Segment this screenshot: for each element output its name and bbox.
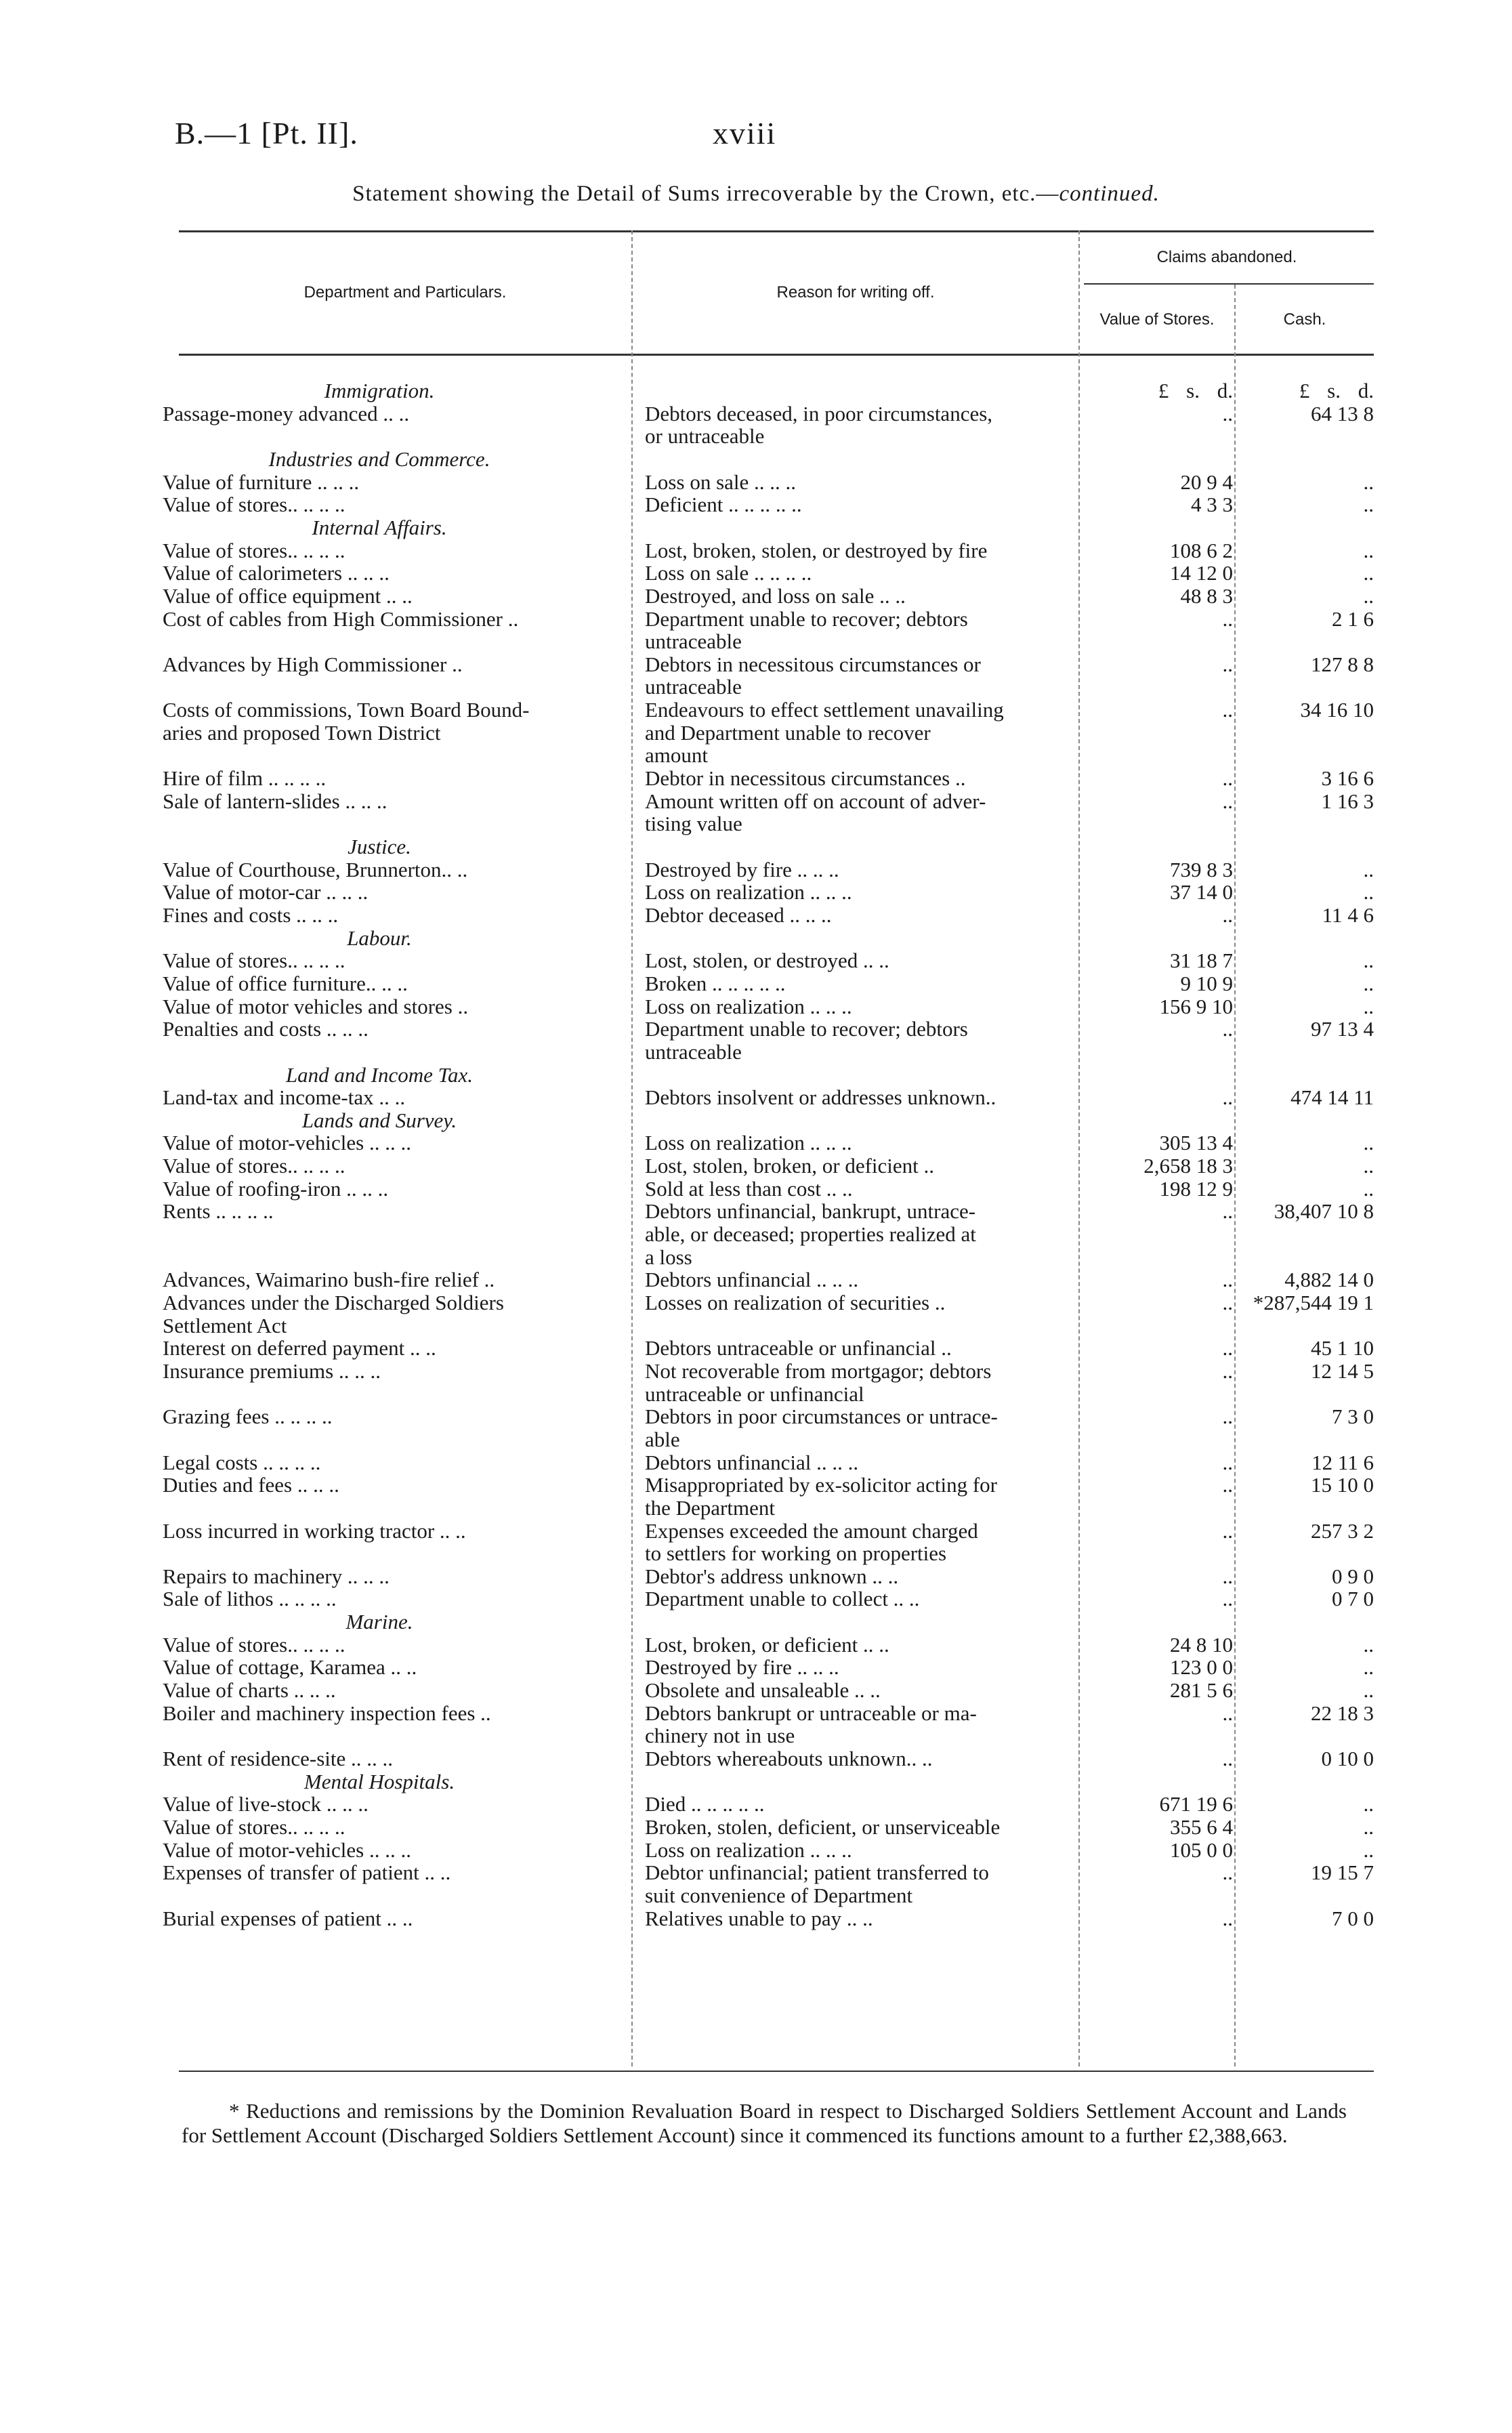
particulars-cell: Value of stores.. .. .. .. [163,493,345,517]
stores-value-cell: .. [1222,652,1233,676]
cash-value-cell: 38,407 10 8 [1274,1199,1374,1224]
cash-value-cell: 11 4 6 [1322,902,1374,927]
footnote: * Reductions and remissions by the Dominion Revaluation Board in respect to Discharged Soldiers Settlement Account and Lands for Settlement Account (Discharged Soldiers Settlement Account) since it commenced its functions amount to a further £2,388,663. [182,2099,1347,2147]
reason-cell: Destroyed by fire .. .. .. [645,858,839,881]
table-row [0,1907,1512,1930]
reason-cell: Debtors unfinancial .. .. .. [645,1451,859,1474]
particulars-cell: Internal Affairs. [312,516,447,539]
particulars-cell: Lands and Survey. [301,1108,457,1132]
table-row [0,1360,1512,1383]
continuation-row [0,630,1512,653]
particulars-cell: Value of motor-car .. .. .. [163,881,369,904]
cash-value-cell: 64 13 8 [1311,401,1374,425]
continuation-row [0,1428,1512,1451]
reason-cell: Lost, stolen, or destroyed .. .. [645,949,889,973]
cash-value-cell: .. [1363,1131,1374,1155]
particulars-cell: Insurance premiums .. .. .. [163,1359,381,1383]
table-row [0,1291,1512,1314]
particulars-cell: Marine. [345,1610,413,1634]
stores-value-cell: 671 19 6 [1159,1792,1233,1816]
particulars-cell: Rent of residence-site .. .. .. [163,1747,394,1770]
reason-cell: untraceable [645,1040,742,1064]
table-row [0,972,1512,995]
particulars-cell: Justice. [348,835,411,858]
reason-cell: Broken .. .. .. .. .. [645,972,786,995]
table-row [0,1131,1512,1155]
particulars-cell: aries and proposed Town District [163,721,441,745]
continuation-row [0,1041,1512,1064]
cash-value-cell: 12 14 5 [1311,1358,1374,1383]
cash-value-cell: .. [1363,1655,1374,1680]
table-row [0,1634,1512,1657]
reason-cell: Amount written off on account of adver- [645,789,986,813]
reason-cell: Lost, broken, or deficient .. .. [645,1633,889,1657]
table-row [0,1018,1512,1041]
section-heading-row [0,835,1512,858]
cash-value-cell: .. [1363,971,1374,995]
reason-cell: Department unable to recover; debtors [645,607,968,631]
cash-value-cell: .. [1363,949,1374,973]
section-heading-row [0,448,1512,471]
particulars-cell: Costs of commissions, Town Board Bound- [163,699,530,722]
reason-cell: Debtors unfinancial, bankrupt, untrace- [645,1200,976,1224]
table-row [0,493,1512,516]
cash-value-cell: 257 3 2 [1311,1518,1374,1543]
cash-value-cell: .. [1363,583,1374,608]
cash-value-cell: .. [1363,1814,1374,1839]
cash-value-cell: 1 16 3 [1321,789,1374,813]
reason-cell: Lost, broken, stolen, or destroyed by fire [645,539,988,562]
reason-cell: a loss [645,1245,692,1269]
reason-cell: Broken, stolen, deficient, or unserviceable [645,1815,1001,1839]
stores-value-cell: .. [1222,1291,1233,1314]
section-heading-row [0,516,1512,539]
table-row [0,995,1512,1018]
stores-value-cell: 20 9 4 [1180,470,1233,494]
table-row [0,1086,1512,1109]
stores-value-cell: .. [1222,1450,1233,1474]
cash-value-cell: .. [1363,1678,1374,1703]
column-header-stores: Value of Stores. [1099,310,1215,329]
reason-cell: able, or deceased; properties realized at [645,1223,976,1247]
stores-value-cell: 24 8 10 [1170,1632,1233,1657]
table-row [0,1679,1512,1702]
table-row [0,858,1512,881]
particulars-cell: Duties and fees .. .. .. [163,1474,339,1497]
particulars-cell: Settlement Act [163,1314,287,1337]
reason-cell: Debtors whereabouts unknown.. .. [645,1747,933,1770]
stores-value-cell: .. [1222,902,1233,927]
claims-header-rule [1084,283,1374,285]
reason-cell: Not recoverable from mortgagor; debtors [645,1359,992,1383]
page-number: xviii [713,116,777,150]
cash-value-cell: 0 9 0 [1332,1564,1374,1588]
reason-cell: chinery not in use [645,1724,795,1748]
continuation-row [0,1724,1512,1747]
particulars-cell: Rents .. .. .. .. [163,1200,274,1224]
stores-value-cell: .. [1222,1268,1233,1292]
continuation-row [0,425,1512,448]
stores-value-cell: 2,658 18 3 [1143,1154,1233,1178]
continuation-row [0,812,1512,835]
particulars-cell: Value of roofing-iron .. .. .. [163,1177,389,1201]
cash-value-cell: 15 10 0 [1311,1473,1374,1497]
particulars-cell: Value of stores.. .. .. .. [163,1155,345,1178]
stores-value-cell: .. [1222,1358,1233,1383]
reason-cell: Relatives unable to pay .. .. [645,1907,873,1930]
cash-value-cell: *287,544 19 1 [1253,1291,1374,1314]
cash-value-cell: 45 1 10 [1311,1336,1374,1360]
stores-value-cell: .. [1222,698,1233,722]
cash-value-cell: 0 7 0 [1332,1587,1374,1611]
table-bottom-rule [179,2071,1374,2072]
cash-value-cell: 4,882 14 0 [1284,1268,1374,1292]
reason-cell: Loss on realization .. .. .. [645,881,852,904]
continuation-row [0,1314,1512,1337]
reason-cell: suit convenience of Department [645,1884,913,1907]
cash-value-cell: 2 1 6 [1332,606,1374,631]
stores-value-cell: 48 8 3 [1180,583,1233,608]
cash-value-cell: 22 18 3 [1311,1701,1374,1725]
statement-title [0,182,1512,207]
cash-value-cell: 3 16 6 [1321,766,1374,791]
particulars-cell: Value of stores.. .. .. .. [163,1815,345,1839]
section-heading-row [0,379,1512,402]
stores-value-cell: .. [1222,1336,1233,1360]
table-head-rule [179,354,1374,356]
reason-cell: Debtors deceased, in poor circumstances, [645,402,993,425]
reason-cell: Debtors in necessitous circumstances or [645,652,981,676]
cash-value-cell: .. [1363,1154,1374,1178]
particulars-cell: Fines and costs .. .. .. [163,903,339,927]
stores-value-cell: .. [1222,606,1233,631]
particulars-cell: Land and Income Tax. [285,1063,474,1087]
reason-cell: Debtor unfinancial; patient transferred to [645,1861,989,1885]
reason-cell: untraceable [645,630,742,654]
particulars-cell: Cost of cables from High Commissioner .. [163,607,519,631]
cash-value-cell: £ s. d. [1299,379,1374,402]
reason-cell: Loss on realization .. .. .. [645,1838,852,1862]
particulars-cell: Interest on deferred payment .. .. [163,1337,436,1360]
section-heading-row [0,927,1512,950]
table-row [0,1702,1512,1725]
particulars-cell: Value of motor-vehicles .. .. .. [163,1838,411,1862]
particulars-cell: Land-tax and income-tax .. .. [163,1086,406,1110]
continuation-row [0,1383,1512,1406]
stores-value-cell: 156 9 10 [1159,994,1233,1018]
particulars-cell: Sale of lantern-slides .. .. .. [163,789,387,813]
table-row [0,1268,1512,1291]
particulars-cell: Expenses of transfer of patient .. .. [163,1861,451,1885]
stores-value-cell: 305 13 4 [1159,1131,1233,1155]
stores-value-cell: 108 6 2 [1170,538,1233,562]
reason-cell: Debtors unfinancial .. .. .. [645,1268,859,1292]
reason-cell: Department unable to recover; debtors [645,1018,968,1041]
column-header-reason: Reason for writing off. [776,283,935,301]
particulars-cell: Legal costs .. .. .. .. [163,1451,321,1474]
title-continued: continued. [1059,182,1160,206]
stores-value-cell: 123 0 0 [1170,1655,1233,1680]
particulars-cell: Sale of lithos .. .. .. .. [163,1587,337,1611]
stores-value-cell: 14 12 0 [1170,561,1233,585]
stores-value-cell: 198 12 9 [1159,1176,1233,1201]
stores-value-cell: .. [1222,1017,1233,1041]
reason-cell: Debtor in necessitous circumstances .. [645,767,966,791]
reason-cell: Debtors bankrupt or untraceable or ma- [645,1701,977,1725]
table-row [0,767,1512,790]
cash-value-cell: .. [1363,538,1374,562]
table-row [0,1451,1512,1474]
reason-cell: Obsolete and unsaleable .. .. [645,1679,881,1703]
particulars-cell: Advances under the Discharged Soldiers [163,1291,504,1314]
stores-value-cell: 37 14 0 [1170,880,1233,904]
reason-cell: Loss on sale .. .. .. [645,470,797,494]
section-heading-row [0,1109,1512,1132]
cash-value-cell: .. [1363,561,1374,585]
particulars-cell: Boiler and machinery inspection fees .. [163,1701,491,1725]
stores-value-cell: .. [1222,1518,1233,1543]
particulars-cell: Hire of film .. .. .. .. [163,767,327,791]
particulars-cell: Labour. [347,926,412,950]
table-row [0,1200,1512,1223]
table-row [0,699,1512,722]
table-row [0,790,1512,813]
table-row [0,1861,1512,1884]
particulars-cell: Passage-money advanced .. .. [163,402,410,425]
continuation-row [0,675,1512,699]
continuation-row [0,1246,1512,1269]
cash-value-cell: 34 16 10 [1300,698,1374,722]
stores-value-cell: .. [1222,766,1233,791]
particulars-cell: Value of motor vehicles and stores .. [163,995,469,1018]
reason-cell: tising value [645,812,742,836]
stores-value-cell: .. [1222,1564,1233,1588]
cash-value-cell: 7 3 0 [1332,1405,1374,1429]
stores-value-cell: .. [1222,1473,1233,1497]
table-row [0,949,1512,972]
particulars-cell: Immigration. [324,379,435,402]
particulars-cell: Value of office furniture.. .. .. [163,972,408,995]
stores-value-cell: 355 6 4 [1170,1814,1233,1839]
stores-value-cell: .. [1222,1906,1233,1930]
stores-value-cell: .. [1222,1199,1233,1224]
particulars-cell: Value of stores.. .. .. .. [163,1633,345,1657]
particulars-cell: Advances, Waimarino bush-fire relief .. [163,1268,495,1292]
reason-cell: Debtors untraceable or unfinancial .. [645,1337,952,1360]
document-reference: B.—1 [Pt. II]. [175,116,358,150]
cash-value-cell: .. [1363,1837,1374,1862]
continuation-row [0,1223,1512,1246]
table-row [0,1155,1512,1178]
stores-value-cell: .. [1222,401,1233,425]
particulars-cell: Value of office equipment .. .. [163,584,413,608]
particulars-cell: Advances by High Commissioner .. [163,652,463,676]
table-row [0,1656,1512,1679]
stores-value-cell: .. [1222,789,1233,813]
table-row [0,881,1512,904]
stores-value-cell: .. [1222,1587,1233,1611]
section-heading-row [0,1770,1512,1793]
reason-cell: Debtor's address unknown .. .. [645,1564,899,1588]
reason-cell: untraceable [645,675,742,699]
particulars-cell: Value of stores.. .. .. .. [163,949,345,973]
particulars-cell: Value of cottage, Karamea .. .. [163,1656,417,1680]
particulars-cell: Loss incurred in working tractor .. .. [163,1519,466,1543]
stores-value-cell: 31 18 7 [1170,949,1233,973]
table-row [0,471,1512,494]
table-row [0,1839,1512,1862]
stores-value-cell: 739 8 3 [1170,857,1233,881]
reason-cell: Debtors in poor circumstances or untrace- [645,1405,998,1429]
cash-value-cell: 127 8 8 [1311,652,1374,676]
table-row [0,1587,1512,1610]
cash-value-cell: .. [1363,1176,1374,1201]
reason-cell: Debtors insolvent or addresses unknown.. [645,1086,996,1110]
cash-value-cell: .. [1363,880,1374,904]
continuation-row [0,1497,1512,1520]
reason-cell: Endeavours to effect settlement unavailing [645,699,1004,722]
stores-value-cell: .. [1222,1085,1233,1110]
stores-value-cell: 4 3 3 [1191,493,1233,517]
cash-value-cell: .. [1363,1632,1374,1657]
particulars-cell: Value of motor-vehicles .. .. .. [163,1131,411,1155]
column-header-cash: Cash. [1283,310,1326,329]
table-row [0,608,1512,631]
table-row [0,904,1512,927]
table-row [0,402,1512,425]
stores-value-cell: £ s. d. [1158,379,1233,402]
reason-cell: Loss on sale .. .. .. .. [645,562,812,585]
stores-value-cell: 9 10 9 [1180,971,1233,995]
continuation-row [0,1542,1512,1565]
stores-value-cell: .. [1222,1747,1233,1770]
particulars-cell: Value of Courthouse, Brunnerton.. .. [163,858,468,881]
cash-value-cell: 474 14 11 [1290,1085,1374,1110]
reason-cell: amount [645,744,708,768]
cash-value-cell: .. [1363,857,1374,881]
table-row [0,1747,1512,1770]
table-row [0,1337,1512,1360]
reason-cell: Debtor deceased .. .. .. [645,903,832,927]
table-row [0,562,1512,585]
continuation-row [0,744,1512,767]
column-header-department: Department and Particulars. [303,283,507,301]
stores-value-cell: 281 5 6 [1170,1678,1233,1703]
cash-value-cell: .. [1363,994,1374,1018]
table-row [0,585,1512,608]
continuation-row [0,1884,1512,1907]
particulars-cell: Industries and Commerce. [268,447,490,471]
particulars-cell: Value of live-stock .. .. .. [163,1793,369,1816]
table-row [0,1178,1512,1201]
particulars-cell: Repairs to machinery .. .. .. [163,1564,390,1588]
reason-cell: Destroyed by fire .. .. .. [645,1656,839,1680]
particulars-cell: Value of calorimeters .. .. .. [163,562,390,585]
table-row [0,539,1512,562]
particulars-cell: Value of charts .. .. .. [163,1679,336,1703]
table-row [0,1793,1512,1816]
stores-value-cell: .. [1222,1860,1233,1885]
reason-cell: to settlers for working on properties [645,1542,947,1566]
particulars-cell: Mental Hospitals. [303,1770,455,1793]
reason-cell: Deficient .. .. .. .. .. [645,493,802,517]
cash-value-cell: 12 11 6 [1311,1450,1374,1474]
table-row [0,1474,1512,1497]
cash-value-cell: 0 10 0 [1321,1747,1374,1770]
reason-cell: Loss on realization .. .. .. [645,995,852,1018]
reason-cell: Expenses exceeded the amount charged [645,1519,978,1543]
cash-value-cell: 97 13 4 [1311,1017,1374,1041]
particulars-cell: Grazing fees .. .. .. .. [163,1405,333,1429]
table-top-rule [179,230,1374,232]
table-row [0,653,1512,676]
particulars-cell: Burial expenses of patient .. .. [163,1907,413,1930]
reason-cell: Died .. .. .. .. .. [645,1793,765,1816]
table-row [0,1565,1512,1588]
reason-cell: and Department unable to recover [645,721,931,745]
particulars-cell: Penalties and costs .. .. .. [163,1018,369,1041]
reason-cell: Losses on realization of securities .. [645,1291,946,1314]
reason-cell: the Department [645,1496,775,1520]
cash-value-cell: .. [1363,1792,1374,1816]
table-row [0,1405,1512,1428]
table-row [0,1520,1512,1543]
reason-cell: Lost, stolen, broken, or deficient .. [645,1155,935,1178]
cash-value-cell: .. [1363,493,1374,517]
stores-value-cell: .. [1222,1405,1233,1429]
table-row [0,1816,1512,1839]
reason-cell: Department unable to collect .. .. [645,1587,920,1611]
reason-cell: Loss on realization .. .. .. [645,1131,852,1155]
reason-cell: Misappropriated by ex-solicitor acting for [645,1474,997,1497]
stores-value-cell: .. [1222,1701,1233,1725]
reason-cell: able [645,1428,680,1451]
reason-cell: Sold at less than cost .. .. [645,1177,853,1201]
reason-cell: Destroyed, and loss on sale .. .. [645,584,906,608]
section-heading-row [0,1610,1512,1634]
stores-value-cell: 105 0 0 [1170,1837,1233,1862]
section-heading-row [0,1064,1512,1087]
cash-value-cell: .. [1363,470,1374,494]
cash-value-cell: 7 0 0 [1332,1906,1374,1930]
particulars-cell: Value of furniture .. .. .. [163,470,360,494]
continuation-row [0,722,1512,745]
reason-cell: untraceable or unfinancial [645,1382,864,1406]
title-main: Statement showing the Detail of Sums irrecoverable by the Crown, etc.— [352,182,1059,206]
column-header-claims: Claims abandoned. [1156,248,1297,266]
cash-value-cell: 19 15 7 [1311,1860,1374,1885]
reason-cell: or untraceable [645,425,765,449]
particulars-cell: Value of stores.. .. .. .. [163,539,345,562]
